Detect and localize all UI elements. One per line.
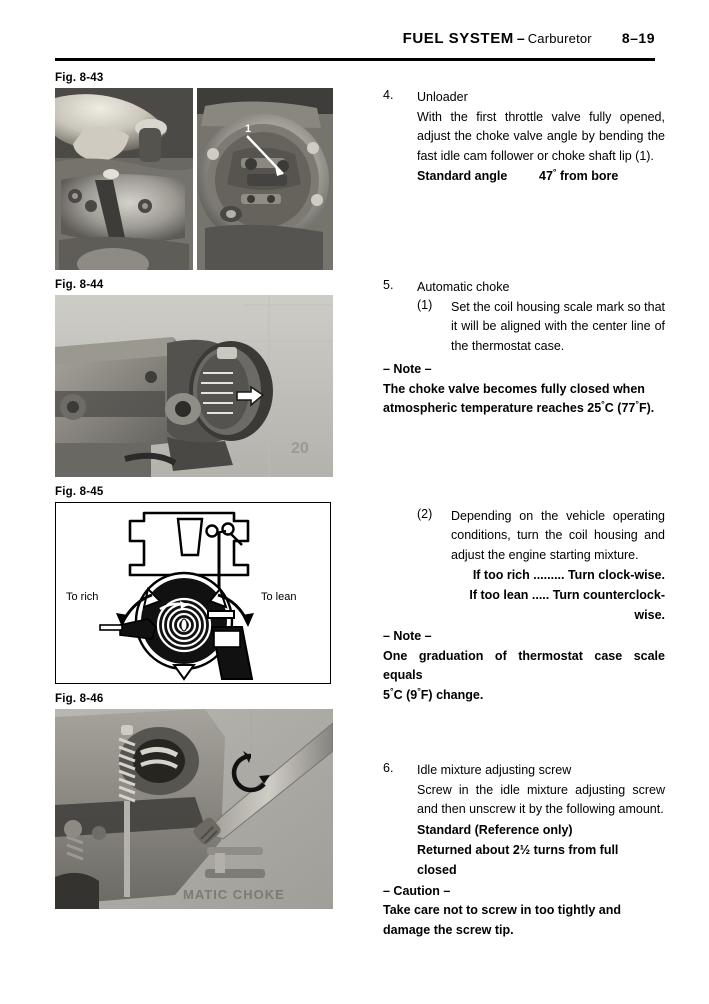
step-6-paragraph: Screw in the idle mixture adjusting screw and then unscrew it by the following amount. bbox=[417, 782, 665, 816]
svg-text:1: 1 bbox=[245, 123, 252, 135]
caution-line-2: damage the screw tip. bbox=[383, 922, 514, 937]
note-1-line-2-mid: C (77 bbox=[604, 401, 636, 415]
step-6-number: 6. bbox=[383, 761, 394, 775]
step-5 bbox=[383, 278, 665, 419]
standard-angle-number: 47 bbox=[539, 169, 553, 183]
step-5-substep-1-number: (1) bbox=[417, 297, 433, 312]
header-dash: – bbox=[516, 30, 525, 46]
note-1-degree-f: ° bbox=[635, 398, 639, 409]
step-5-substep-1-text: Set the coil housing scale mark so that it will be aligned with the center line of the thermostat case. bbox=[451, 299, 666, 353]
figure-8-43-label: Fig. 8-43 bbox=[55, 72, 104, 84]
step-5-substep-2 bbox=[383, 507, 665, 706]
step-6-spec-line-2: Returned about 2½ turns from full bbox=[417, 842, 619, 857]
header-rule bbox=[55, 58, 655, 61]
figure-8-43 bbox=[55, 72, 337, 270]
step-5-substep-2-text: Depending on the vehicle operating conditions, turn the coil housing and adjust the engine starting mixture. bbox=[451, 508, 665, 562]
adjust-line-1: If too rich ......... Turn clock-wise. bbox=[472, 568, 665, 582]
svg-text:MATIC CHOKE: MATIC CHOKE bbox=[183, 887, 285, 902]
page-number: 8–19 bbox=[621, 30, 655, 46]
caution-line-1: Take care not to screw in too tightly and bbox=[383, 903, 622, 917]
note-2-degree-f: ° bbox=[417, 685, 421, 696]
step-6-spec-line-3: closed bbox=[417, 862, 457, 877]
note-2-line-2-pre: 5 bbox=[383, 687, 390, 702]
note-2-line-2 bbox=[383, 686, 665, 706]
note-1-line-1: The choke valve becomes fully closed when bbox=[383, 381, 645, 396]
figure-8-46-image bbox=[55, 709, 333, 909]
standard-angle-label: Standard angle bbox=[417, 169, 508, 183]
figure-8-44-image bbox=[55, 295, 333, 477]
figure-8-46 bbox=[55, 693, 337, 909]
figure-8-44-label: Fig. 8-44 bbox=[55, 279, 104, 291]
step-5-substep-1 bbox=[383, 298, 665, 357]
figure-8-43-image bbox=[55, 88, 333, 270]
figure-8-44 bbox=[55, 279, 337, 477]
figure-8-45-label-to-lean: To lean bbox=[261, 591, 297, 603]
note-1-heading: – Note – bbox=[383, 362, 432, 376]
note-2-line-1: One graduation of thermostat case scale equals bbox=[383, 648, 665, 682]
standard-angle-unit: from bore bbox=[560, 169, 619, 183]
header-title: FUEL SYSTEM bbox=[402, 30, 514, 47]
figure-column bbox=[55, 72, 337, 918]
standard-angle-value bbox=[539, 166, 618, 186]
figure-8-45 bbox=[55, 486, 337, 684]
step-5-title: Automatic choke bbox=[417, 280, 510, 294]
note-2-line-2-mid: C (9 bbox=[393, 687, 418, 702]
step-4-title: Unloader bbox=[417, 90, 468, 104]
adjust-line-3: wise. bbox=[634, 608, 665, 622]
note-2-line-2-post: F) change. bbox=[420, 687, 484, 702]
caution-heading: – Caution – bbox=[383, 883, 451, 898]
figure-8-45-label-to-rich: To rich bbox=[66, 591, 99, 603]
figure-8-46-label: Fig. 8-46 bbox=[55, 693, 104, 705]
step-6 bbox=[383, 761, 665, 940]
note-1-line-2-post: F). bbox=[638, 401, 655, 415]
figure-8-45-label: Fig. 8-45 bbox=[55, 486, 104, 498]
note-2-heading: – Note – bbox=[383, 629, 432, 643]
note-1-degree-c: ° bbox=[601, 398, 605, 409]
step-6-title: Idle mixture adjusting screw bbox=[417, 763, 572, 777]
note-1-line-2 bbox=[383, 399, 665, 419]
instruction-column bbox=[383, 88, 665, 944]
step-4-paragraph: With the first throttle valve fully opened, adjust the choke valve angle by bending the fast idle cam follower or choke shaft lip (1). bbox=[417, 109, 665, 163]
step-5-substep-2-number: (2) bbox=[417, 506, 433, 521]
step-6-spec-line-1: Standard (Reference only) bbox=[417, 822, 573, 837]
note-2-degree-c: ° bbox=[389, 685, 394, 696]
step-4-spec bbox=[417, 166, 665, 186]
svg-text:20: 20 bbox=[291, 440, 309, 457]
note-1-line-2-pre: atmospheric temperature reaches 25 bbox=[383, 401, 602, 415]
step-4 bbox=[383, 88, 665, 186]
step-5-number: 5. bbox=[383, 278, 394, 292]
figure-8-45-diagram bbox=[55, 502, 331, 684]
adjust-line-2: If too lean ..... Turn counterclock- bbox=[469, 588, 665, 602]
step-4-number: 4. bbox=[383, 88, 394, 102]
degree-symbol: ° bbox=[552, 166, 557, 177]
header-subtitle: Carburetor bbox=[527, 31, 592, 46]
